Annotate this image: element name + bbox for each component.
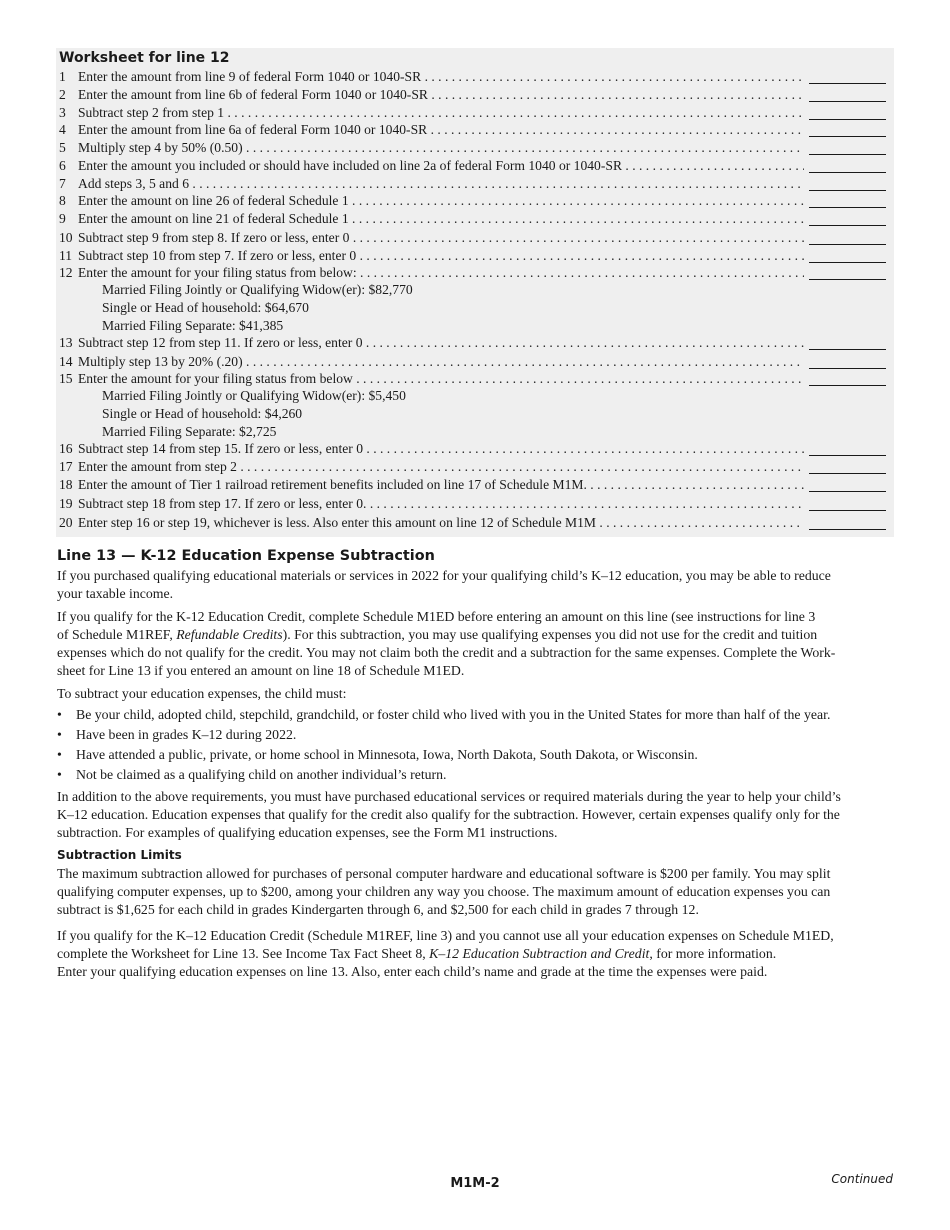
worksheet-step: 2 Enter the amount from line 6b of federal Form 1040 or 1040-SR . . .: [56, 86, 894, 103]
paragraph-requirements: To subtract your education expenses, the child must:: [57, 686, 347, 701]
continued-label: Continued: [831, 1172, 893, 1186]
answer-blank[interactable]: [809, 101, 886, 102]
answer-blank[interactable]: [809, 244, 886, 245]
answer-blank[interactable]: [809, 510, 886, 511]
worksheet-step: 20 Enter step 16 or step 19, whichever is less. Also enter this amount on line 12 of Schedule M1M . . .: [56, 514, 894, 531]
worksheet-line-12: [56, 48, 894, 537]
answer-blank[interactable]: [809, 349, 886, 350]
worksheet-step: 19 Subtract step 18 from step 17. If zero or less, enter 0. . . .: [56, 495, 894, 512]
worksheet-step: 8 Enter the amount on line 26 of federal Schedule 1 . . .: [56, 192, 894, 209]
paragraph-intro: If you purchased qualifying educational materials or services in 2022 for your qualifying child’s K–12 education, you may be able to reduce your taxable income.: [57, 568, 831, 601]
worksheet-step: 9 Enter the amount on line 21 of federal Schedule 1 . . .: [56, 210, 894, 227]
worksheet-step: 5 Multiply step 4 by 50% (0.50) . . .: [56, 139, 894, 156]
page-number: M1M-2: [450, 1176, 500, 1191]
filing-status-option: Married Filing Jointly or Qualifying Widow(er): $5,450: [102, 388, 406, 403]
answer-blank[interactable]: [809, 225, 886, 226]
worksheet-step: 17 Enter the amount from step 2 . . .: [56, 458, 894, 475]
worksheet-step: 18 Enter the amount of Tier 1 railroad retirement benefits included on line 17 of Schedule M1M. . . .: [56, 476, 894, 493]
worksheet-step: 7 Add steps 3, 5 and 6 . . .: [56, 175, 894, 192]
answer-blank[interactable]: [809, 473, 886, 474]
worksheet-step: 1 Enter the amount from line 9 of federal Form 1040 or 1040-SR . . .: [56, 68, 894, 85]
answer-blank[interactable]: [809, 529, 886, 530]
section-heading: Line 13 — K-12 Education Expense Subtraction: [57, 548, 435, 564]
worksheet-step: 11 Subtract step 10 from step 7. If zero or less, enter 0 . . .: [56, 247, 894, 264]
filing-status-option: Married Filing Separate: $41,385: [102, 318, 284, 333]
filing-status-option: Married Filing Jointly or Qualifying Widow(er): $82,770: [102, 282, 413, 297]
worksheet-step: 14 Multiply step 13 by 20% (.20) . . .: [56, 353, 894, 370]
worksheet-step: 16 Subtract step 14 from step 15. If zero or less, enter 0 . . .: [56, 440, 894, 457]
answer-blank[interactable]: [809, 119, 886, 120]
paragraph-credit-note: If you qualify for the K-12 Education Credit, complete Schedule M1ED before entering an amount on this line (see instructions for line 3 of Schedule M1REF, Refundable Credits). For this subtraction, you may use qualifying expenses you did not use for the credit and tuition expenses which do not qualify for the credit. You may not claim both the credit and a subtraction for the same expenses. Complete the Work- sheet for Line 13 if you entered an amount on line 18 of Schedule M1ED.: [57, 609, 836, 678]
answer-blank[interactable]: [809, 136, 886, 137]
answer-blank[interactable]: [809, 385, 886, 386]
filing-status-option: Single or Head of household: $64,670: [102, 300, 309, 315]
worksheet-step: 6 Enter the amount you included or should have included on line 2a of federal Form 1040 or 1040-SR . . .: [56, 157, 894, 174]
answer-blank[interactable]: [809, 154, 886, 155]
answer-blank[interactable]: [809, 455, 886, 456]
worksheet-step: 10 Subtract step 9 from step 8. If zero or less, enter 0 . . .: [56, 229, 894, 246]
answer-blank[interactable]: [809, 83, 886, 84]
paragraph-worksheet-13: If you qualify for the K–12 Education Credit (Schedule M1REF, line 3) and you cannot use all your education expenses on Schedule M1ED, complete the Worksheet for Line 13. See Income Tax Fact Sheet 8, K–12 Education Subtraction and Credit, for more information. Enter your qualifying education expenses on line 13. Also, enter each child’s name and grade at the time the expenses were paid.: [57, 928, 834, 979]
worksheet-step: 13 Subtract step 12 from step 11. If zero or less, enter 0 . . .: [56, 334, 894, 351]
paragraph-additional: In addition to the above requirements, you must have purchased educational services or required materials during the year to help your child’s K–12 education. Education expenses that qualify for the credit also qualify for the subtraction. However, certain expenses qualify only for the subtraction. For examples of qualifying education expenses, see the Form M1 instructions.: [57, 789, 841, 840]
answer-blank[interactable]: [809, 279, 886, 280]
answer-blank[interactable]: [809, 262, 886, 263]
worksheet-step: 12 Enter the amount for your filing status from below: . . .: [56, 264, 894, 281]
worksheet-step: 4 Enter the amount from line 6a of federal Form 1040 or 1040-SR . . .: [56, 121, 894, 138]
answer-blank[interactable]: [809, 172, 886, 173]
answer-blank[interactable]: [809, 368, 886, 369]
worksheet-step: 3 Subtract step 2 from step 1 . . .: [56, 104, 894, 121]
answer-blank[interactable]: [809, 491, 886, 492]
filing-status-option: Single or Head of household: $4,260: [102, 406, 303, 421]
paragraph-limits: The maximum subtraction allowed for purchases of personal computer hardware and educational software is $200 per family. You may split qualifying computer expenses, up to $200, among your children any way you choose. The maximum amount of education expenses you can subtract is $1,625 for each child in grades Kindergarten through 6, and $2,500 for each child in grades 7 through 12.: [57, 866, 831, 917]
worksheet-step: 15 Enter the amount for your filing status from below . . .: [56, 370, 894, 387]
filing-status-option: Married Filing Separate: $2,725: [102, 424, 277, 439]
answer-blank[interactable]: [809, 207, 886, 208]
worksheet-title: Worksheet for line 12: [59, 50, 230, 66]
answer-blank[interactable]: [809, 190, 886, 191]
subheading-limits: Subtraction Limits: [57, 848, 182, 862]
